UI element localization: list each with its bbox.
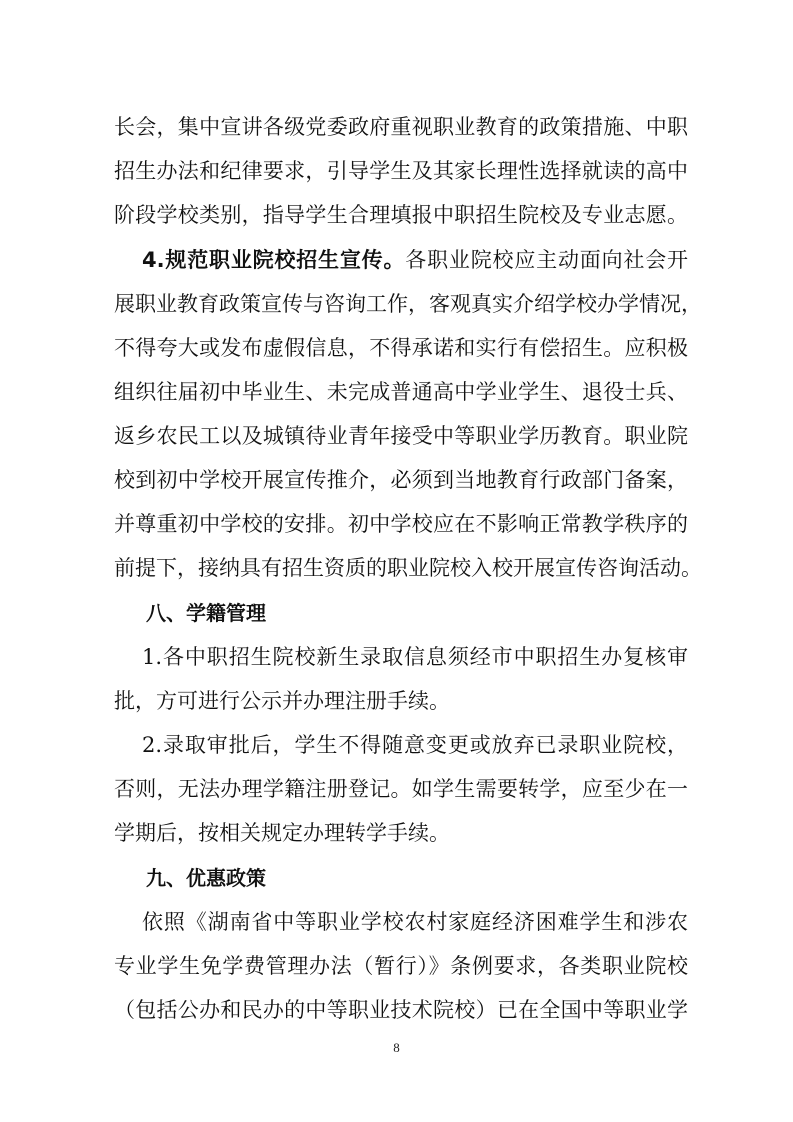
paragraph-line: 招生办法和纪律要求，引导学生及其家长理性选择就读的高中 xyxy=(114,159,688,183)
paragraph-line: 展职业教育政策宣传与咨询工作，客观真实介绍学校办学情况， xyxy=(114,292,702,316)
paragraph-line: 否则，无法办理学籍注册登记。如学生需要转学，应至少在一 xyxy=(114,777,688,801)
section-8-heading: 八、学籍管理 xyxy=(146,601,266,625)
section-9-heading: 九、优惠政策 xyxy=(146,866,266,890)
page-number: 8 xyxy=(393,1040,400,1055)
paragraph-line: 返乡农民工以及城镇待业青年接受中等职业学历教育。职业院 xyxy=(114,424,688,448)
paragraph-line: 阶段学校类别，指导学生合理填报中职招生院校及专业志愿。 xyxy=(114,203,688,227)
section-9-line: 依照《湖南省中等职业学校农村家庭经济困难学生和涉农 xyxy=(142,910,688,934)
section-4-title: 4.规范职业院校招生宣传。 xyxy=(142,248,406,272)
section-8-item-2: 2.录取审批后，学生不得随意变更或放弃已录职业院校， xyxy=(142,733,688,757)
section-4-lead-text: 各职业院校应主动面向社会开 xyxy=(405,248,688,272)
paragraph-line: 批，方可进行公示并办理注册手续。 xyxy=(114,689,450,713)
paragraph-line: 校到初中学校开展宣传推介，必须到当地教育行政部门备案， xyxy=(114,468,688,492)
paragraph-line: （包括公办和民办的中等职业技术院校）已在全国中等职业学 xyxy=(114,998,688,1022)
paragraph-line: 组织往届初中毕业生、未完成普通高中学业学生、退役士兵、 xyxy=(114,380,688,404)
paragraph-line: 长会，集中宣讲各级党委政府重视职业教育的政策措施、中职 xyxy=(114,115,688,139)
paragraph-line: 前提下，接纳具有招生资质的职业院校入校开展宣传咨询活动。 xyxy=(114,556,702,580)
paragraph-line: 学期后，按相关规定办理转学手续。 xyxy=(114,821,450,845)
paragraph-line: 并尊重初中学校的安排。初中学校应在不影响正常教学秩序的 xyxy=(114,512,688,536)
section-4-lead xyxy=(142,245,688,275)
section-8-item-1: 1.各中职招生院校新生录取信息须经市中职招生办复核审 xyxy=(142,645,688,669)
paragraph-line: 不得夸大或发布虚假信息，不得承诺和实行有偿招生。应积极 xyxy=(114,336,688,360)
paragraph-line: 专业学生免学费管理办法（暂行）》条例要求，各类职业院校 xyxy=(114,954,688,978)
